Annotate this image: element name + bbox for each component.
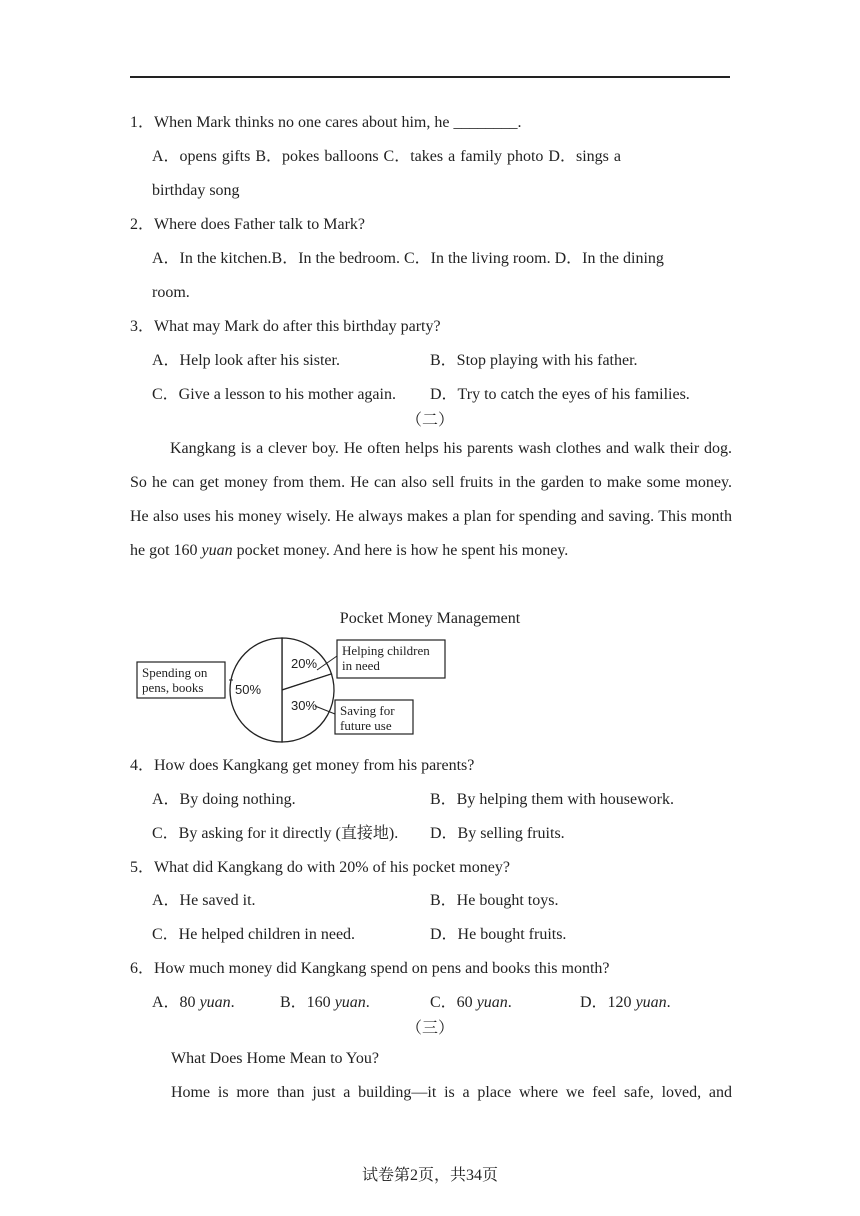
callout-label-1-line-2: pens, books	[142, 680, 204, 695]
question-5: 5．What did Kangkang do with 20% of his pocket money?	[130, 859, 510, 876]
question-4-option-a: A．By doing nothing.	[152, 791, 296, 808]
question-6-option-d-value: D．120	[580, 994, 636, 1011]
chart-title: Pocket Money Management	[339, 610, 521, 627]
question-4-option-d: D．By selling fruits.	[430, 825, 565, 842]
header-rule	[130, 76, 730, 78]
yuan-unit: yuan	[199, 994, 231, 1011]
callout-label-2-line-1: Helping children	[342, 643, 430, 658]
question-4: 4．How does Kangkang get money from his parents?	[130, 757, 475, 774]
pie-slice-pct-2: 20%	[290, 656, 318, 671]
passage-3-title: What Does Home Mean to You?	[171, 1050, 379, 1067]
yuan-unit: yuan	[476, 994, 508, 1011]
question-2: 2．Where does Father talk to Mark?	[130, 216, 366, 233]
question-5-option-c: C．He helped children in need.	[152, 926, 356, 943]
callout-label-3-line-2: future use	[340, 718, 392, 733]
question-1-options-cont: birthday song	[152, 182, 240, 199]
passage-2-text: Kangkang is a clever boy. He often helps his parents wash clothes and walk their dog. So he can get money from them. He can also sell fruits in the garden to make some money. He also uses his money wisely. He always makes a plan for spending and saving. This month he got 160	[130, 440, 732, 559]
pie-chart	[133, 634, 453, 746]
question-6-option-a	[152, 993, 235, 1013]
section-3-heading: （三）	[405, 1020, 454, 1037]
question-6-option-b	[280, 993, 370, 1013]
question-4-option-c: C．By asking for it directly (直接地).	[152, 825, 399, 842]
passage-2	[130, 432, 732, 568]
callout-label-1-line-1: Spending on	[142, 665, 208, 680]
callout-label-3-line-1: Saving for	[340, 703, 395, 718]
question-3-option-a: A．Help look after his sister.	[152, 352, 340, 369]
question-6-option-c	[430, 993, 512, 1013]
question-6-option-b-value: B．160	[280, 994, 335, 1011]
question-2-options-cont: room.	[152, 284, 190, 301]
question-6-option-a-value: A．80	[152, 994, 200, 1011]
period: .	[365, 994, 370, 1011]
question-5-option-d: D．He bought fruits.	[430, 926, 567, 943]
passage-2-end: pocket money. And here is how he spent his money.	[232, 542, 569, 559]
question-6-option-d	[580, 993, 671, 1013]
question-4-option-b: B．By helping them with housework.	[430, 791, 674, 808]
passage-2-yuan: yuan	[201, 542, 233, 559]
callout-label-2-line-2: in need	[342, 658, 380, 673]
question-6: 6．How much money did Kangkang spend on pens and books this month?	[130, 960, 610, 977]
question-2-options: A．In the kitchen.B．In the bedroom. C．In the living room. D．In the dining	[152, 250, 664, 267]
page-footer: 试卷第2页，共34页	[361, 1167, 498, 1184]
question-1-options: A．opens gifts B．pokes balloons C．takes a family photo D．sings a	[152, 148, 621, 165]
yuan-unit: yuan	[334, 994, 366, 1011]
pie-slice-pct-1: 50%	[234, 682, 262, 697]
yuan-unit: yuan	[635, 994, 667, 1011]
question-5-option-b: B．He bought toys.	[430, 892, 559, 909]
passage-3-line-1: Home is more than just a building—it is a place where we feel safe, loved, and	[171, 1084, 732, 1101]
question-6-option-c-value: C．60	[430, 994, 477, 1011]
pie-slice-pct-3: 30%	[290, 698, 318, 713]
period: .	[230, 994, 235, 1011]
question-3-option-c: C．Give a lesson to his mother again.	[152, 386, 396, 403]
period: .	[666, 994, 671, 1011]
question-3: 3．What may Mark do after this birthday party?	[130, 318, 441, 335]
section-2-heading: （二）	[405, 412, 454, 429]
question-1: 1．When Mark thinks no one cares about him, he ________.	[130, 114, 522, 131]
question-3-option-d: D．Try to catch the eyes of his families.	[430, 386, 690, 403]
period: .	[507, 994, 512, 1011]
question-5-option-a: A．He saved it.	[152, 892, 256, 909]
question-3-option-b: B．Stop playing with his father.	[430, 352, 638, 369]
